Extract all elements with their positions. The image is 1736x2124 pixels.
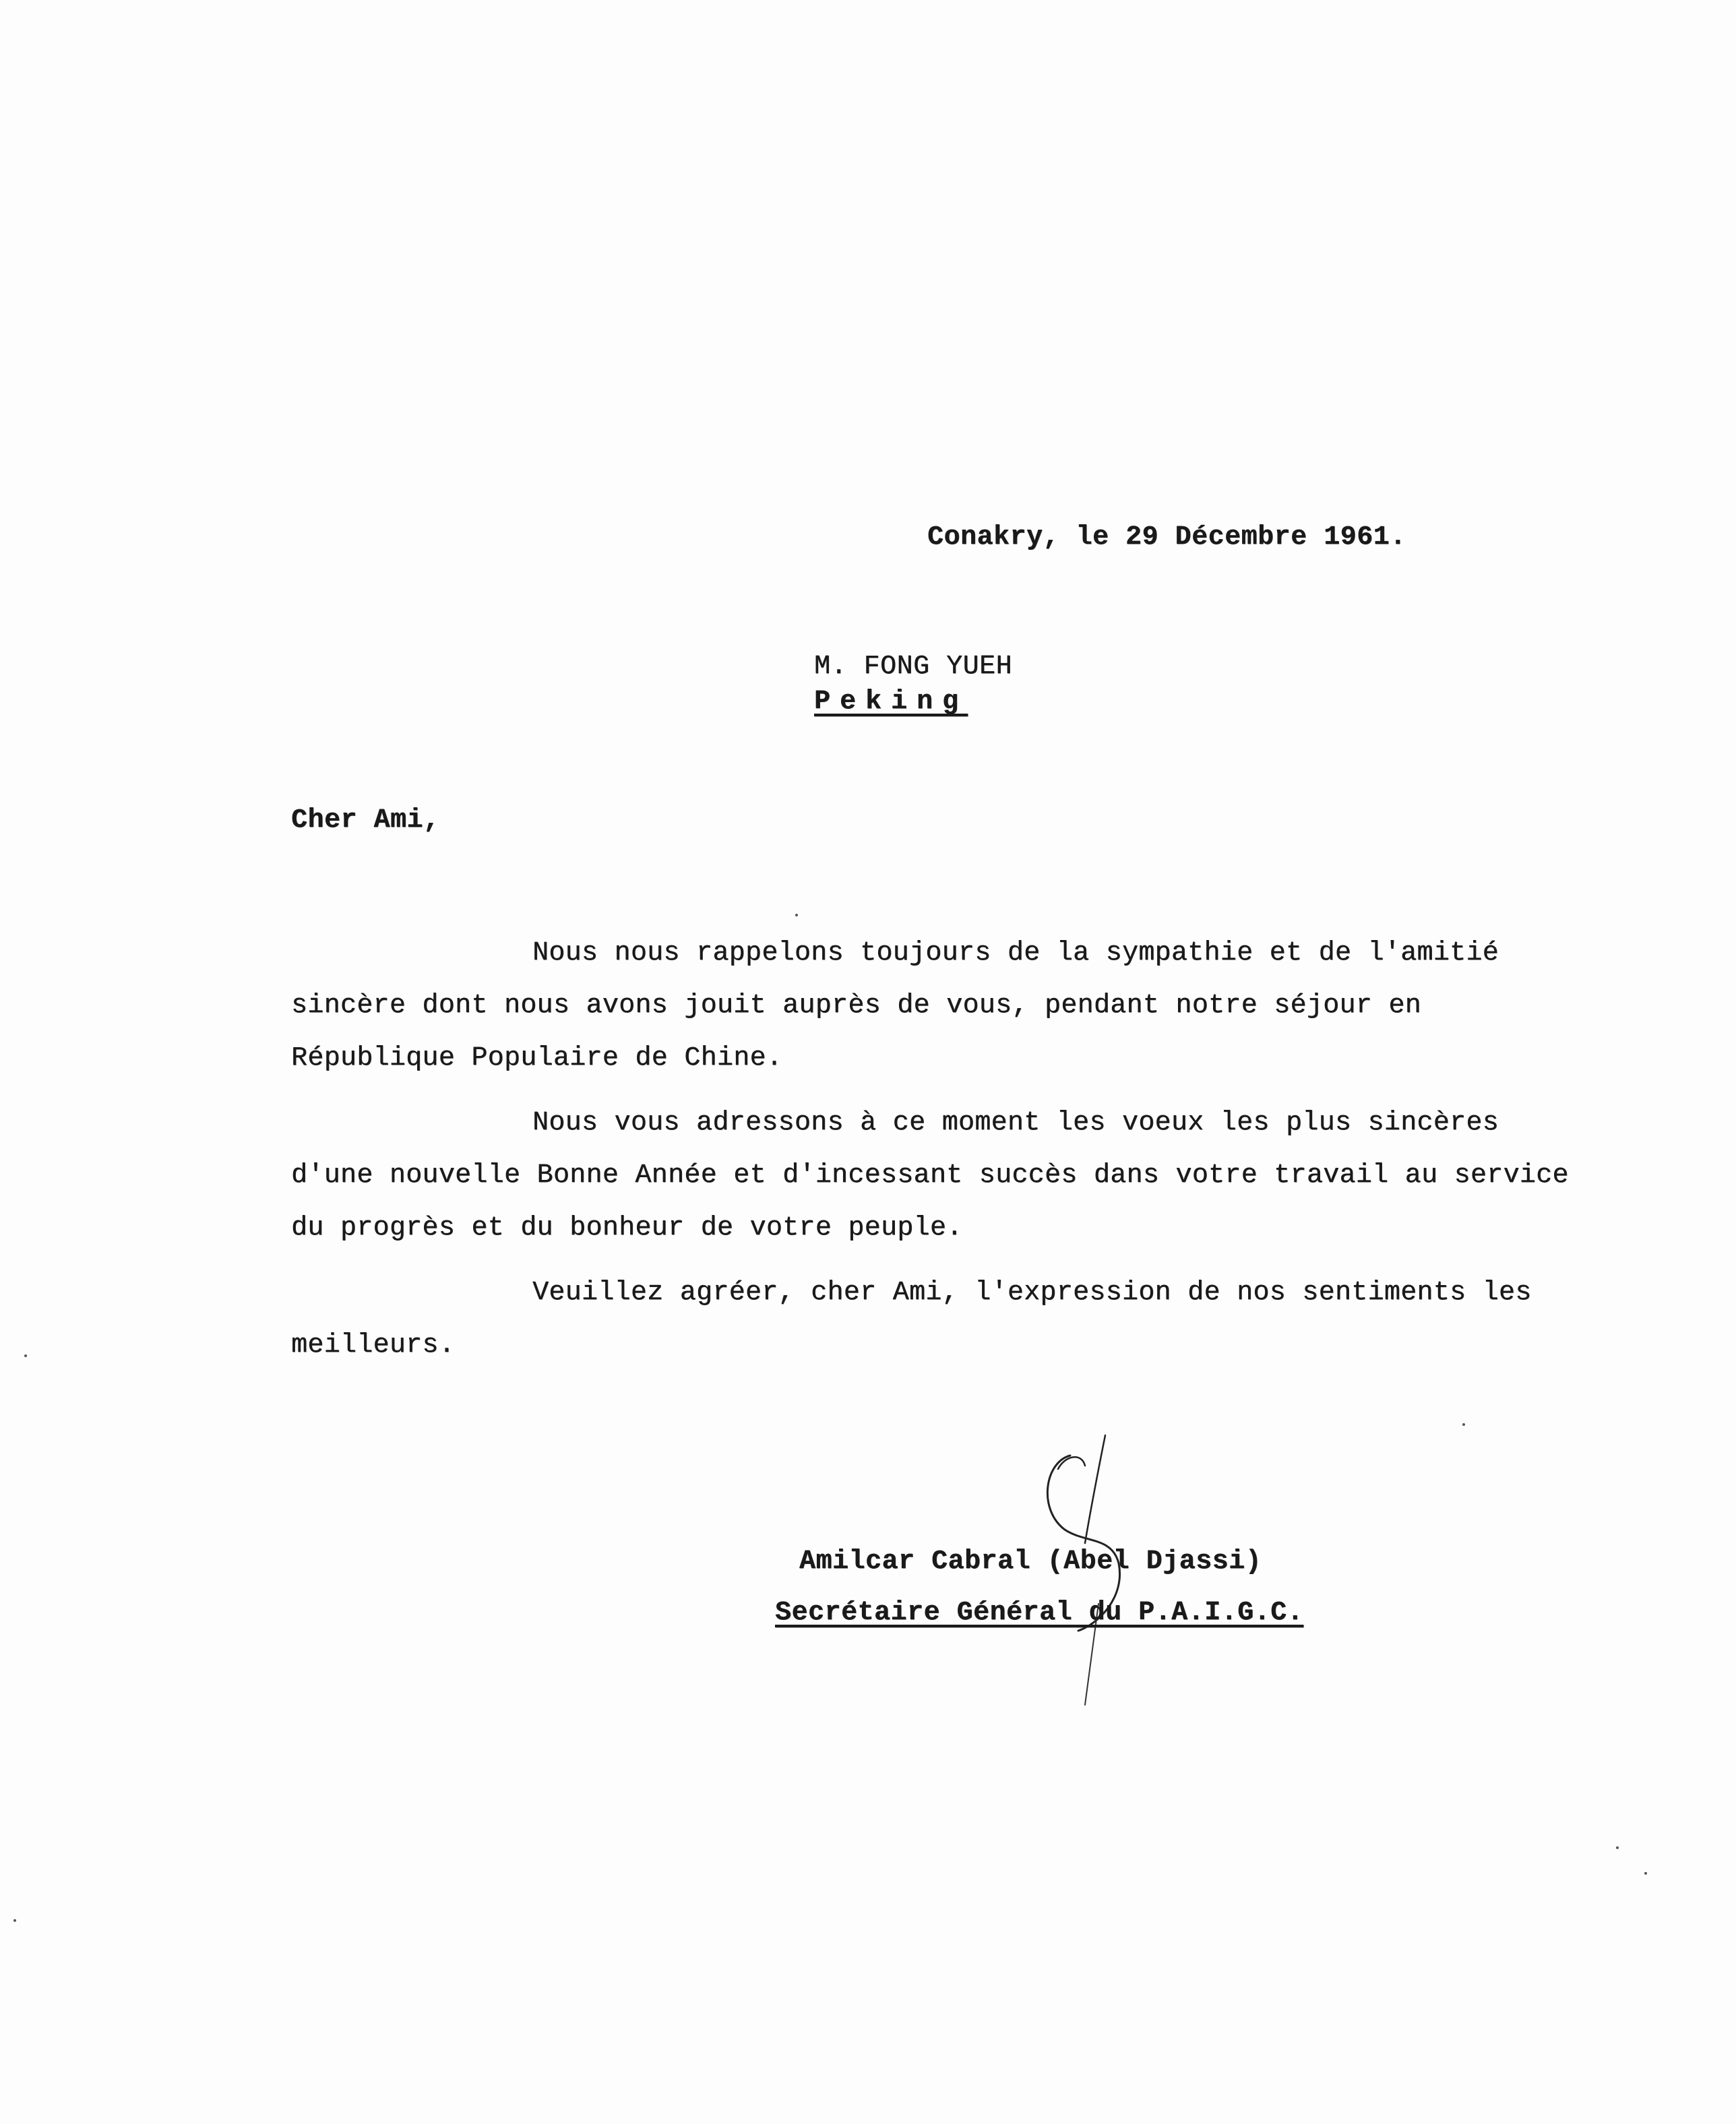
signature-name: Amilcar Cabral (Abel Djassi) bbox=[799, 1547, 1262, 1577]
body-paragraph: Nous vous adressons à ce moment les voeux les plus sincères d'une nouvelle Bonne Année et d'incessant succès dans votre travail au service du progrès et du bonheur de votre peuple. bbox=[291, 1108, 1569, 1243]
paper-speck bbox=[1644, 1872, 1647, 1875]
dateline: Conakry, le 29 Décembre 1961. bbox=[927, 522, 1406, 553]
salutation: Cher Ami, bbox=[291, 805, 440, 836]
body-paragraph: Nous nous rappelons toujours de la sympathie et de l'amitié sincère dont nous avons jouit auprès de vous, pendant notre séjour en République Populaire de Chine. bbox=[291, 938, 1499, 1073]
paper-speck bbox=[24, 1354, 27, 1357]
recipient-name: M. FONG YUEH bbox=[814, 652, 1013, 682]
paper-speck bbox=[13, 1919, 16, 1922]
signature-title: Secrétaire Général du P.A.I.G.C. bbox=[775, 1598, 1304, 1628]
paper-speck bbox=[1462, 1423, 1465, 1426]
body-paragraph: Veuillez agréer, cher Ami, l'expression de nos sentiments les meilleurs. bbox=[291, 1278, 1532, 1361]
paper-speck bbox=[1616, 1846, 1619, 1849]
paper-speck bbox=[795, 914, 798, 916]
recipient-city: Peking bbox=[814, 687, 968, 717]
